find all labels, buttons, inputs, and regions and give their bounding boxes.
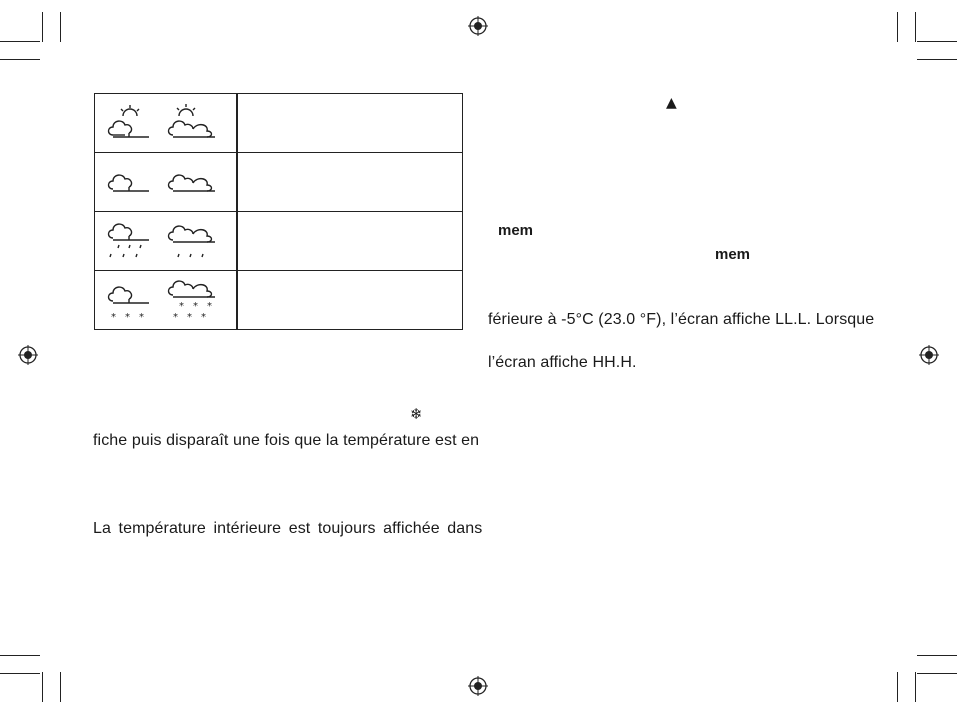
table-row bbox=[95, 212, 462, 271]
crop-mark bbox=[60, 12, 61, 42]
svg-text:*: * bbox=[201, 312, 206, 323]
mem-button-label: mem bbox=[498, 222, 534, 239]
snowflake-icon: ❄ bbox=[410, 405, 423, 423]
crop-mark bbox=[0, 59, 40, 60]
frost-text-line: fiche puis disparaît une fois que la température est en bbox=[93, 432, 480, 449]
overcast-icon bbox=[167, 165, 223, 201]
svg-text:*: * bbox=[125, 312, 130, 323]
crop-mark bbox=[0, 655, 40, 656]
svg-text:*: * bbox=[173, 312, 178, 323]
table-row bbox=[95, 94, 462, 153]
registration-mark-icon bbox=[468, 676, 488, 696]
registration-mark-icon bbox=[919, 345, 939, 365]
rainy-icon bbox=[105, 218, 159, 264]
crop-mark bbox=[0, 673, 40, 674]
svg-text:*: * bbox=[179, 301, 184, 312]
heavy-rain-icon bbox=[167, 222, 223, 264]
crop-mark bbox=[917, 41, 957, 42]
crop-mark bbox=[915, 12, 916, 42]
crop-mark bbox=[897, 672, 898, 702]
svg-text:*: * bbox=[207, 301, 212, 312]
weather-icon-table bbox=[94, 93, 463, 330]
table-row bbox=[95, 153, 462, 212]
crop-mark bbox=[897, 12, 898, 42]
crop-mark bbox=[915, 672, 916, 702]
crop-mark bbox=[917, 59, 957, 60]
crop-mark bbox=[42, 12, 43, 42]
snowy-icon bbox=[105, 281, 159, 325]
up-arrow-icon: ▲ bbox=[666, 95, 677, 111]
registration-mark-icon bbox=[468, 16, 488, 36]
heavy-snow-icon bbox=[167, 277, 223, 325]
crop-mark bbox=[42, 672, 43, 702]
crop-mark bbox=[0, 41, 40, 42]
sunny-cloudy-icon bbox=[167, 100, 223, 146]
table-row bbox=[95, 271, 462, 330]
high-temp-text-line: l’écran affiche HH.H. bbox=[488, 354, 637, 371]
crop-mark bbox=[917, 655, 957, 656]
svg-text:*: * bbox=[187, 312, 192, 323]
cloudy-icon bbox=[105, 165, 159, 201]
indoor-temp-text-line: La température intérieure est toujours affichée dans bbox=[93, 520, 483, 537]
crop-mark bbox=[917, 673, 957, 674]
partly-sunny-icon bbox=[105, 102, 159, 146]
svg-text:*: * bbox=[111, 312, 116, 323]
svg-text:*: * bbox=[139, 312, 144, 323]
low-temp-text-line: férieure à -5°C (23.0 °F), l’écran affiche LL.L. Lorsque bbox=[488, 311, 875, 328]
registration-mark-icon bbox=[18, 345, 38, 365]
svg-text:*: * bbox=[193, 301, 198, 312]
mem-button-label: mem bbox=[715, 246, 751, 263]
crop-mark bbox=[60, 672, 61, 702]
